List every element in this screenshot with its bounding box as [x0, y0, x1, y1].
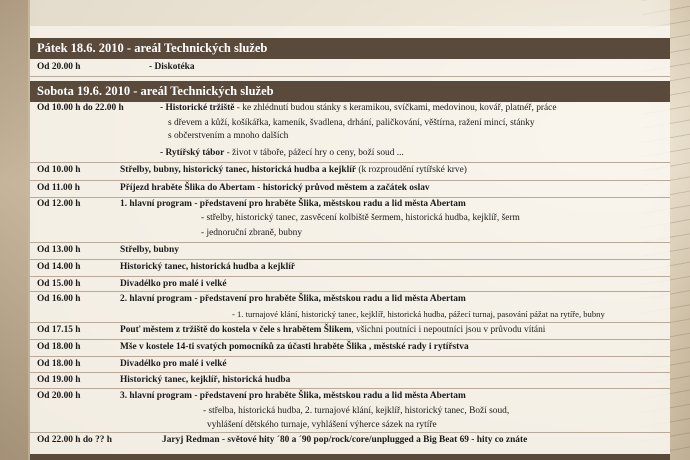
row-time: Od 18.00 h — [37, 359, 81, 369]
row-title: Divadélko pro malé i velké — [120, 279, 227, 289]
top-pad — [30, 0, 670, 26]
row-1600 — [30, 292, 670, 307]
row-title: Střelby, bubny, historický tanec, historická hudba a kejklíř — [120, 165, 356, 175]
row-2200 — [30, 433, 670, 450]
row-detail-line: - jednoruční zbraně, bubny — [201, 228, 303, 238]
row-1000 — [30, 163, 670, 181]
row-1715 — [30, 323, 670, 340]
row-title: - Rytířský tábor — [160, 148, 225, 158]
row-title: 2. hlavní program - představení pro hraběte Šlika, městskou radu a lid města Abertam — [120, 294, 466, 304]
background-photo-strip — [0, 0, 28, 460]
row-desc: - Diskotéka — [149, 62, 195, 72]
row-title: Pouť městem z tržiště do kostela v čele s hrabětem Šlikem — [120, 325, 352, 335]
row-title: 1. hlavní program - představení pro hraběte Šlika, městskou radu a lid města Abertam — [120, 199, 466, 209]
bottom-bar — [30, 454, 670, 460]
row-detail: (k rozproudění rytířské krve) — [355, 165, 467, 175]
row-1200 — [30, 197, 670, 211]
row-title: Divadélko pro malé i velké — [120, 359, 227, 369]
row-title: Mše v kostele 14-ti svatých pomocníků za účasti hraběte Šlika , městské rady i rytířstva — [120, 342, 469, 352]
row-time: Od 12.00 h — [37, 199, 81, 209]
row-time: Od 20.00 h — [37, 62, 81, 72]
row-1300 — [30, 243, 670, 260]
saturday-header-text: Sobota 19.6. 2010 - areál Technických služeb — [37, 84, 274, 98]
row-2000 — [30, 389, 670, 404]
row-time: Od 10.00 h — [37, 165, 81, 175]
row-time: Od 11.00 h — [37, 183, 80, 193]
friday-row — [30, 60, 670, 77]
row-title: 3. hlavní program - představení pro hraběte Šlika, městskou radu a lid města Abertam — [120, 391, 466, 401]
row-detail-line: - střelba, historická hudba, 2. turnajové klání, kejklíř, historický tanec, Boží soud, — [203, 406, 510, 416]
row-2000-cont — [30, 418, 670, 433]
row-detail-line: - střelby, historický tanec, zasvěcení kolbiště šermem, historická hudba, kejklíř, šerm — [201, 213, 520, 223]
row-detail-line: s občerstvením a mnoho dalších — [168, 131, 289, 141]
row-time: Od 13.00 h — [37, 245, 81, 255]
row-1800-mass — [30, 340, 670, 357]
row-1400 — [30, 260, 670, 277]
row-title: - Historické tržiště — [160, 103, 235, 113]
row-title: Historický tanec, historická hudba a kejklíř — [120, 262, 296, 272]
row-time: Od 19.00 h — [37, 375, 81, 385]
row-time: Od 16.00 h — [37, 294, 81, 304]
row-time: Od 17.15 h — [37, 325, 81, 335]
row-1200-cont — [30, 226, 670, 243]
row-title: Jaryj Redman - světové hity ´80 a ´90 pop/rock/core/unplugged a Big Beat 69 - hity co znáte — [162, 435, 528, 445]
row-detail: - ke zhlédnutí budou stánky s keramikou, svíčkami, medovinou, kovář, platnéř, práce — [234, 103, 557, 113]
row-market — [30, 101, 670, 115]
row-time: Od 10.00 h do 22.00 h — [37, 103, 124, 113]
row-1900 — [30, 373, 670, 389]
saturday-header — [30, 81, 670, 102]
row-time: Od 18.00 h — [37, 342, 81, 352]
row-detail-line: s dřevem a kůží, košíkářka, kameník, švadlena, drhání, paličkování, věštírna, ražení mincí, stánky — [168, 118, 535, 128]
row-time: Od 15.00 h — [37, 279, 81, 289]
row-detail-line: vyhlášení dětského turnaje, vyhlášení výherce sázek na rytíře — [207, 420, 437, 430]
row-detail: , všichni poutníci i nepoutníci jsou v průvodu vítáni — [351, 325, 546, 335]
row-time: Od 14.00 h — [37, 262, 81, 272]
row-title: Příjezd hraběte Šlika do Abertam - historický průvod městem a začátek oslav — [120, 183, 430, 193]
row-time: Od 20.00 h — [37, 391, 81, 401]
friday-header-text: Pátek 18.6. 2010 - areál Technických služeb — [37, 41, 268, 55]
row-1600-cont — [30, 307, 670, 323]
row-1100 — [30, 181, 670, 198]
row-time: Od 22.00 h do ?? h — [37, 435, 113, 445]
row-detail: - život v táboře, pážecí hry o ceny, boží soud ... — [224, 148, 404, 158]
row-title: Historický tanec, kejklíř, historická hudba — [120, 375, 291, 385]
row-camp — [30, 146, 670, 163]
row-title: Střelby, bubny — [120, 245, 179, 255]
row-1500 — [30, 277, 670, 292]
friday-header — [30, 38, 670, 59]
row-detail-line: - 1. turnajové klání, historický tanec, kejklíř, historická hudba, pážecí turnaj, pasování pážat na rytíře, bubny — [232, 309, 605, 319]
row-1800-theatre — [30, 357, 670, 373]
